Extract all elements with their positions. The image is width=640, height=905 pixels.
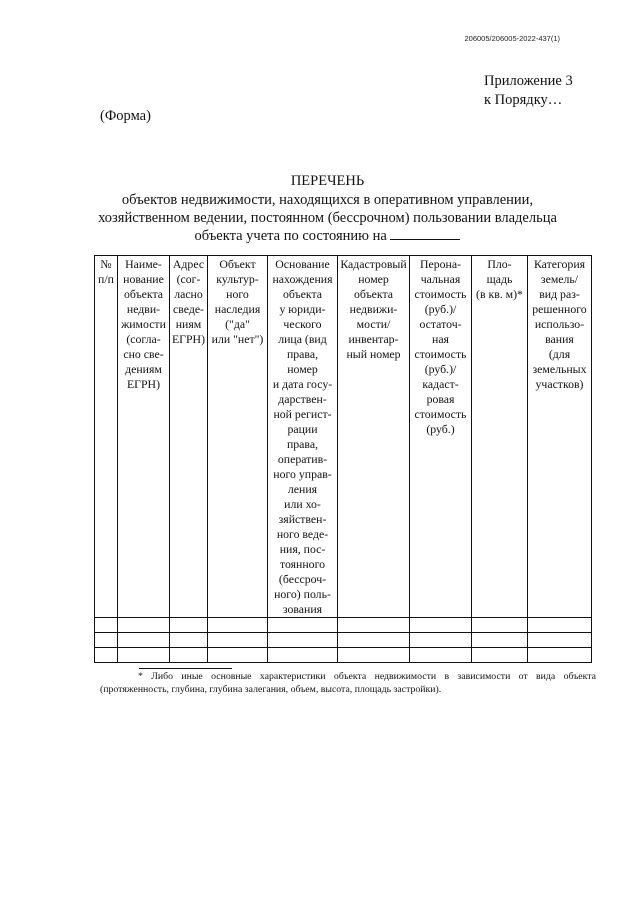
table-cell[interactable] xyxy=(528,648,592,663)
table-cell[interactable] xyxy=(208,633,268,648)
table-cell[interactable] xyxy=(170,633,208,648)
table-header-row xyxy=(95,256,592,618)
table-cell[interactable] xyxy=(472,618,528,633)
table-cell[interactable] xyxy=(95,633,118,648)
header-number: № п/п xyxy=(95,256,118,618)
table-cell[interactable] xyxy=(472,648,528,663)
table-cell[interactable] xyxy=(472,633,528,648)
header-area: Пло- щадь (в кв. м)* xyxy=(472,256,528,618)
appendix-line-2: к Порядку… xyxy=(484,92,563,108)
table-cell[interactable] xyxy=(528,618,592,633)
table-cell[interactable] xyxy=(208,618,268,633)
header-legal-basis: Основание нахождения объекта у юриди- ческого лица (вид права, номер и дата госу- дарствен- ной регист- рации права, оператив- ного управ- ления или хо- зяйствен- ного веде- ния, пос- тоянного (бессроч- ного) поль- зования xyxy=(268,256,338,618)
table-row xyxy=(95,648,592,663)
table-cell[interactable] xyxy=(338,633,410,648)
table-cell[interactable] xyxy=(208,648,268,663)
document-id: 206005/206005-2022-437(1) xyxy=(464,34,560,43)
table-cell[interactable] xyxy=(268,633,338,648)
table-cell[interactable] xyxy=(95,648,118,663)
form-label: (Форма) xyxy=(100,108,151,124)
header-cost: Перона- чальная стоимость (руб.)/ остаточ- ная стоимость (руб.)/ кадаст- ровая стоимость (руб.) xyxy=(410,256,472,618)
header-name: Наиме- нование объекта недви- жимости (согла- сно све- дениям ЕГРН) xyxy=(118,256,170,618)
property-registry-table xyxy=(94,255,592,663)
table-cell[interactable] xyxy=(528,633,592,648)
title-line-3-text: объекта учета по состоянию на xyxy=(194,228,387,244)
date-blank-line[interactable] xyxy=(390,227,460,240)
appendix-line-1: Приложение 3 xyxy=(484,73,573,89)
table-cell[interactable] xyxy=(410,648,472,663)
table-row xyxy=(95,633,592,648)
footnote-text: * Либо иные основные характеристики объекта недвижимости в зависимости от вида объекта (протяженность, глубина, глубина залегания, объем, высота, площадь застройки). xyxy=(100,671,596,695)
title-line-1: объектов недвижимости, находящихся в оперативном управлении, xyxy=(121,192,534,208)
table-cell[interactable] xyxy=(338,618,410,633)
table-cell[interactable] xyxy=(268,648,338,663)
table-cell[interactable] xyxy=(118,618,170,633)
table-row xyxy=(95,618,592,633)
title-line-2: хозяйственном ведении, постоянном (бессрочном) пользовании владельца xyxy=(98,210,557,226)
table-cell[interactable] xyxy=(410,618,472,633)
appendix-reference xyxy=(484,72,573,110)
title-line-3 xyxy=(90,227,565,245)
table-cell[interactable] xyxy=(118,648,170,663)
title-heading: ПЕРЕЧЕНЬ xyxy=(290,173,365,189)
table-cell[interactable] xyxy=(95,618,118,633)
table-cell[interactable] xyxy=(118,633,170,648)
header-address: Адрес (сог- ласно сведе- ниям ЕГРН) xyxy=(170,256,208,618)
header-cultural-heritage: Объект культур- ного наследия ("да" или "нет") xyxy=(208,256,268,618)
header-land-category: Категория земель/ вид раз- решенного использо- вания (для земельных участков) xyxy=(528,256,592,618)
table-cell[interactable] xyxy=(268,618,338,633)
table-cell[interactable] xyxy=(410,633,472,648)
document-title xyxy=(90,172,565,245)
table-cell[interactable] xyxy=(338,648,410,663)
header-cadastral-number: Кадастровый номер объекта недвижи- мости/ инвентар- ный номер xyxy=(338,256,410,618)
table-cell[interactable] xyxy=(170,648,208,663)
table-cell[interactable] xyxy=(170,618,208,633)
footnote-divider xyxy=(139,668,232,669)
